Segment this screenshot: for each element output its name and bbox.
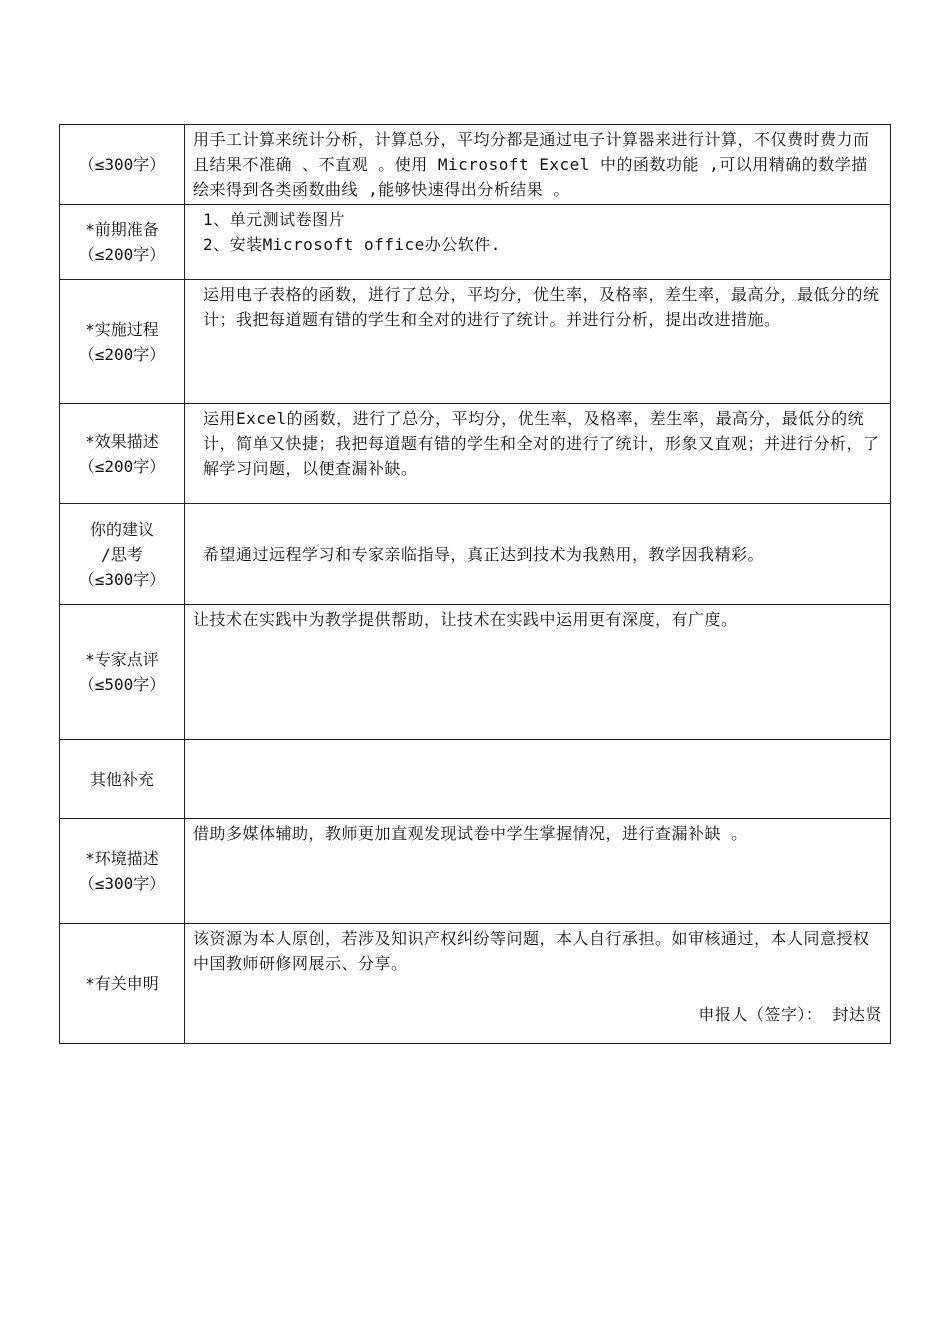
label-line: *实施过程 xyxy=(85,319,159,339)
row-content xyxy=(185,205,891,280)
label-line: *前期准备 xyxy=(85,220,159,239)
signature-line: 申报人（签字）： 封达贤 xyxy=(698,1005,882,1024)
application-form-table xyxy=(59,124,891,1044)
suggestion-text: 希望通过远程学习和专家亲临指导，真正达到技术为我熟用，教学因我精彩。 xyxy=(203,544,765,564)
label-line: （≤300字） xyxy=(78,874,166,893)
preparation-item: 1、单元测试卷图片 xyxy=(203,210,346,229)
form-row-implementation xyxy=(60,280,891,404)
label-line: *环境描述 xyxy=(85,849,159,868)
form-row-expert-comment xyxy=(60,605,891,740)
row-label xyxy=(60,740,185,819)
label-line: （≤200字） xyxy=(78,245,166,264)
row-content xyxy=(185,125,891,205)
form-row-suggestion xyxy=(60,504,891,605)
label-line: （≤500字） xyxy=(78,675,166,694)
row-content xyxy=(185,819,891,924)
label-line: （≤300字） xyxy=(78,155,166,174)
expert-comment-text: 让技术在实践中为教学提供帮助，让技术在实践中运用更有深度，有广度。 xyxy=(193,610,738,629)
form-row-declaration xyxy=(60,924,891,1044)
label-line: *效果描述 xyxy=(85,431,159,451)
label-line: （≤200字） xyxy=(78,456,166,476)
row-content xyxy=(185,740,891,819)
row-content xyxy=(185,404,891,504)
form-row-environment xyxy=(60,819,891,924)
label-line: *有关申明 xyxy=(85,974,159,993)
environment-text: 借助多媒体辅助，教师更加直观发现试卷中学生掌握情况，进行查漏补缺 。 xyxy=(193,824,748,843)
preparation-item: 2、安装Microsoft office办公软件. xyxy=(203,235,501,254)
row-label xyxy=(60,924,185,1044)
form-row-other xyxy=(60,740,891,819)
label-line: /思考 xyxy=(101,544,143,564)
row-label xyxy=(60,205,185,280)
form-row-background xyxy=(60,125,891,205)
label-line: （≤300字） xyxy=(78,569,166,589)
row-label xyxy=(60,819,185,924)
label-line: （≤200字） xyxy=(78,344,166,364)
effect-text: 运用Excel的函数，进行了总分，平均分，优生率，及格率，差生率，最高分，最低分的统计，简单又快捷；我把每道题有错的学生和全对的进行了统计，形象又直观；并进行分析，了解学习问题，以便查漏补缺。 xyxy=(203,409,880,478)
label-line: 你的建议 xyxy=(89,519,154,539)
form-row-preparation xyxy=(60,205,891,280)
declaration-text: 该资源为本人原创，若涉及知识产权纠纷等问题，本人自行承担。如审核通过，本人同意授权中国教师研修网展示、分享。 xyxy=(193,929,870,973)
background-text: 用手工计算来统计分析，计算总分，平均分都是通过电子计算器来进行计算，不仅费时费力而且结果不准确 、不直观 。使用 Microsoft Excel 中的函数功能 ,可以用精确的数学描绘来得到各类函数曲线 ,能够快速得出分析结果 。 xyxy=(193,130,870,199)
form-row-effect xyxy=(60,404,891,504)
row-label xyxy=(60,280,185,404)
row-content xyxy=(185,924,891,1044)
row-label xyxy=(60,125,185,205)
label-line: 其他补充 xyxy=(89,769,154,789)
implementation-text: 运用电子表格的函数，进行了总分，平均分，优生率，及格率，差生率，最高分，最低分的统计；我把每道题有错的学生和全对的进行了统计。并进行分析，提出改进措施。 xyxy=(203,285,880,329)
row-content xyxy=(185,280,891,404)
label-line: *专家点评 xyxy=(85,650,159,669)
row-label xyxy=(60,605,185,740)
row-content xyxy=(185,504,891,605)
row-label xyxy=(60,504,185,605)
row-label xyxy=(60,404,185,504)
row-content xyxy=(185,605,891,740)
